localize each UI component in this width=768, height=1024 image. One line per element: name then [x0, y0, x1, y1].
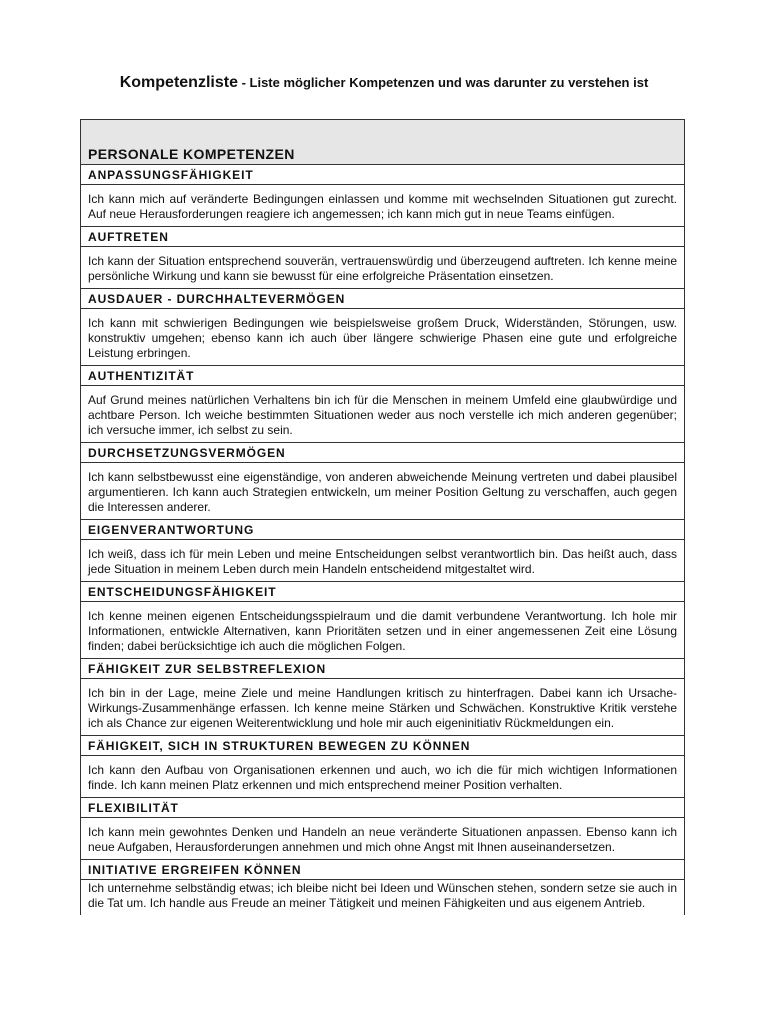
competency-table — [80, 119, 685, 915]
competency-title: ENTSCHEIDUNGSFÄHIGKEIT — [81, 582, 684, 602]
competency-description: Ich bin in der Lage, meine Ziele und meine Handlungen kritisch zu hinterfragen. Dabei kann ich Ursache-Wirkungs-Zusammenhänge erfassen. Ich kenne meine Stärken und Schwächen. Konstruktive Kritik verstehe ich als Chance zur eigenen Weiterentwicklung und hole mir auch eigeninitiativ Rückmeldungen ein. — [81, 679, 684, 736]
competency-title: INITIATIVE ERGREIFEN KÖNNEN — [81, 860, 684, 880]
competency-title: FÄHIGKEIT ZUR SELBSTREFLEXION — [81, 659, 684, 679]
competency-description: Ich kann der Situation entsprechend souverän, vertrauenswürdig und überzeugend auftreten. Ich kenne meine persönliche Wirkung und kann sie bewusst für eine erfolgreiche Präsentation einsetzen. — [81, 247, 684, 289]
competency-description: Ich kann mit schwierigen Bedingungen wie beispielsweise großem Druck, Widerständen, Störungen, usw. konstruktiv umgehen; ebenso kann ich auch über längere schwierige Phasen eine gute und erfolgreiche Leistung erbringen. — [81, 309, 684, 366]
competency-description: Ich kann mein gewohntes Denken und Handeln an neue veränderte Situationen anpassen. Ebenso kann ich neue Aufgaben, Herausforderungen annehmen und mich ohne Angst mit Ihnen auseinandersetzen. — [81, 818, 684, 860]
competency-description: Auf Grund meines natürlichen Verhaltens bin ich für die Menschen in meinem Umfeld eine glaubwürdige und achtbare Person. Ich weiche bestimmten Situationen weder aus noch verstelle ich mich anderen gegenüber; ich versuche immer, ich selbst zu sein. — [81, 386, 684, 443]
competency-description: Ich kenne meinen eigenen Entscheidungsspielraum und die damit verbundene Verantwortung. Ich hole mir Informationen, entwickle Alternativen, kann Prioritäten setzen und in einer angemessenen Zeit eine Lösung finden; dabei berücksichtige ich auch die möglichen Folgen. — [81, 602, 684, 659]
document-subtitle: - Liste möglicher Kompetenzen und was darunter zu verstehen ist — [237, 75, 649, 90]
section-header: PERSONALE KOMPETENZEN — [81, 120, 684, 165]
document-title: Kompetenzliste — [119, 74, 238, 91]
page-title — [0, 74, 768, 92]
competency-title: AUFTRETEN — [81, 227, 684, 247]
competency-description: Ich kann selbstbewusst eine eigenständige, von anderen abweichende Meinung vertreten und dabei plausibel argumentieren. Ich kann auch Strategien entwickeln, um meiner Position Geltung zu verschaffen, auch gegen die Interessen anderer. — [81, 463, 684, 520]
competency-title: AUTHENTIZITÄT — [81, 366, 684, 386]
competency-title: DURCHSETZUNGSVERMÖGEN — [81, 443, 684, 463]
competency-title: FLEXIBILITÄT — [81, 798, 684, 818]
competency-title: AUSDAUER - DURCHHALTEVERMÖGEN — [81, 289, 684, 309]
competency-title: FÄHIGKEIT, SICH IN STRUKTUREN BEWEGEN ZU KÖNNEN — [81, 736, 684, 756]
competency-description: Ich unternehme selbständig etwas; ich bleibe nicht bei Ideen und Wünschen stehen, sondern setze sie auch in die Tat um. Ich handle aus Freude an meiner Tätigkeit und meinen Fähigkeiten und aus eigenem Antrieb. — [88, 881, 677, 910]
competency-description: Ich weiß, dass ich für mein Leben und meine Entscheidungen selbst verantwortlich bin. Das heißt auch, dass jede Situation in meinem Leben durch mein Handeln entscheidend mitgestaltet wird. — [81, 540, 684, 582]
competency-title: EIGENVERANTWORTUNG — [81, 520, 684, 540]
competency-description: Ich kann mich auf veränderte Bedingungen einlassen und komme mit wechselnden Situationen gut zurecht. Auf neue Herausforderungen reagiere ich angemessen; ich kann mich gut in neue Teams einfügen. — [81, 185, 684, 227]
competency-title: ANPASSUNGSFÄHIGKEIT — [81, 165, 684, 185]
competency-description: Ich kann den Aufbau von Organisationen erkennen und auch, wo ich die für mich wichtigen Informationen finde. Ich kann meinen Platz erkennen und mich entsprechend meiner Position verhalten. — [81, 756, 684, 798]
